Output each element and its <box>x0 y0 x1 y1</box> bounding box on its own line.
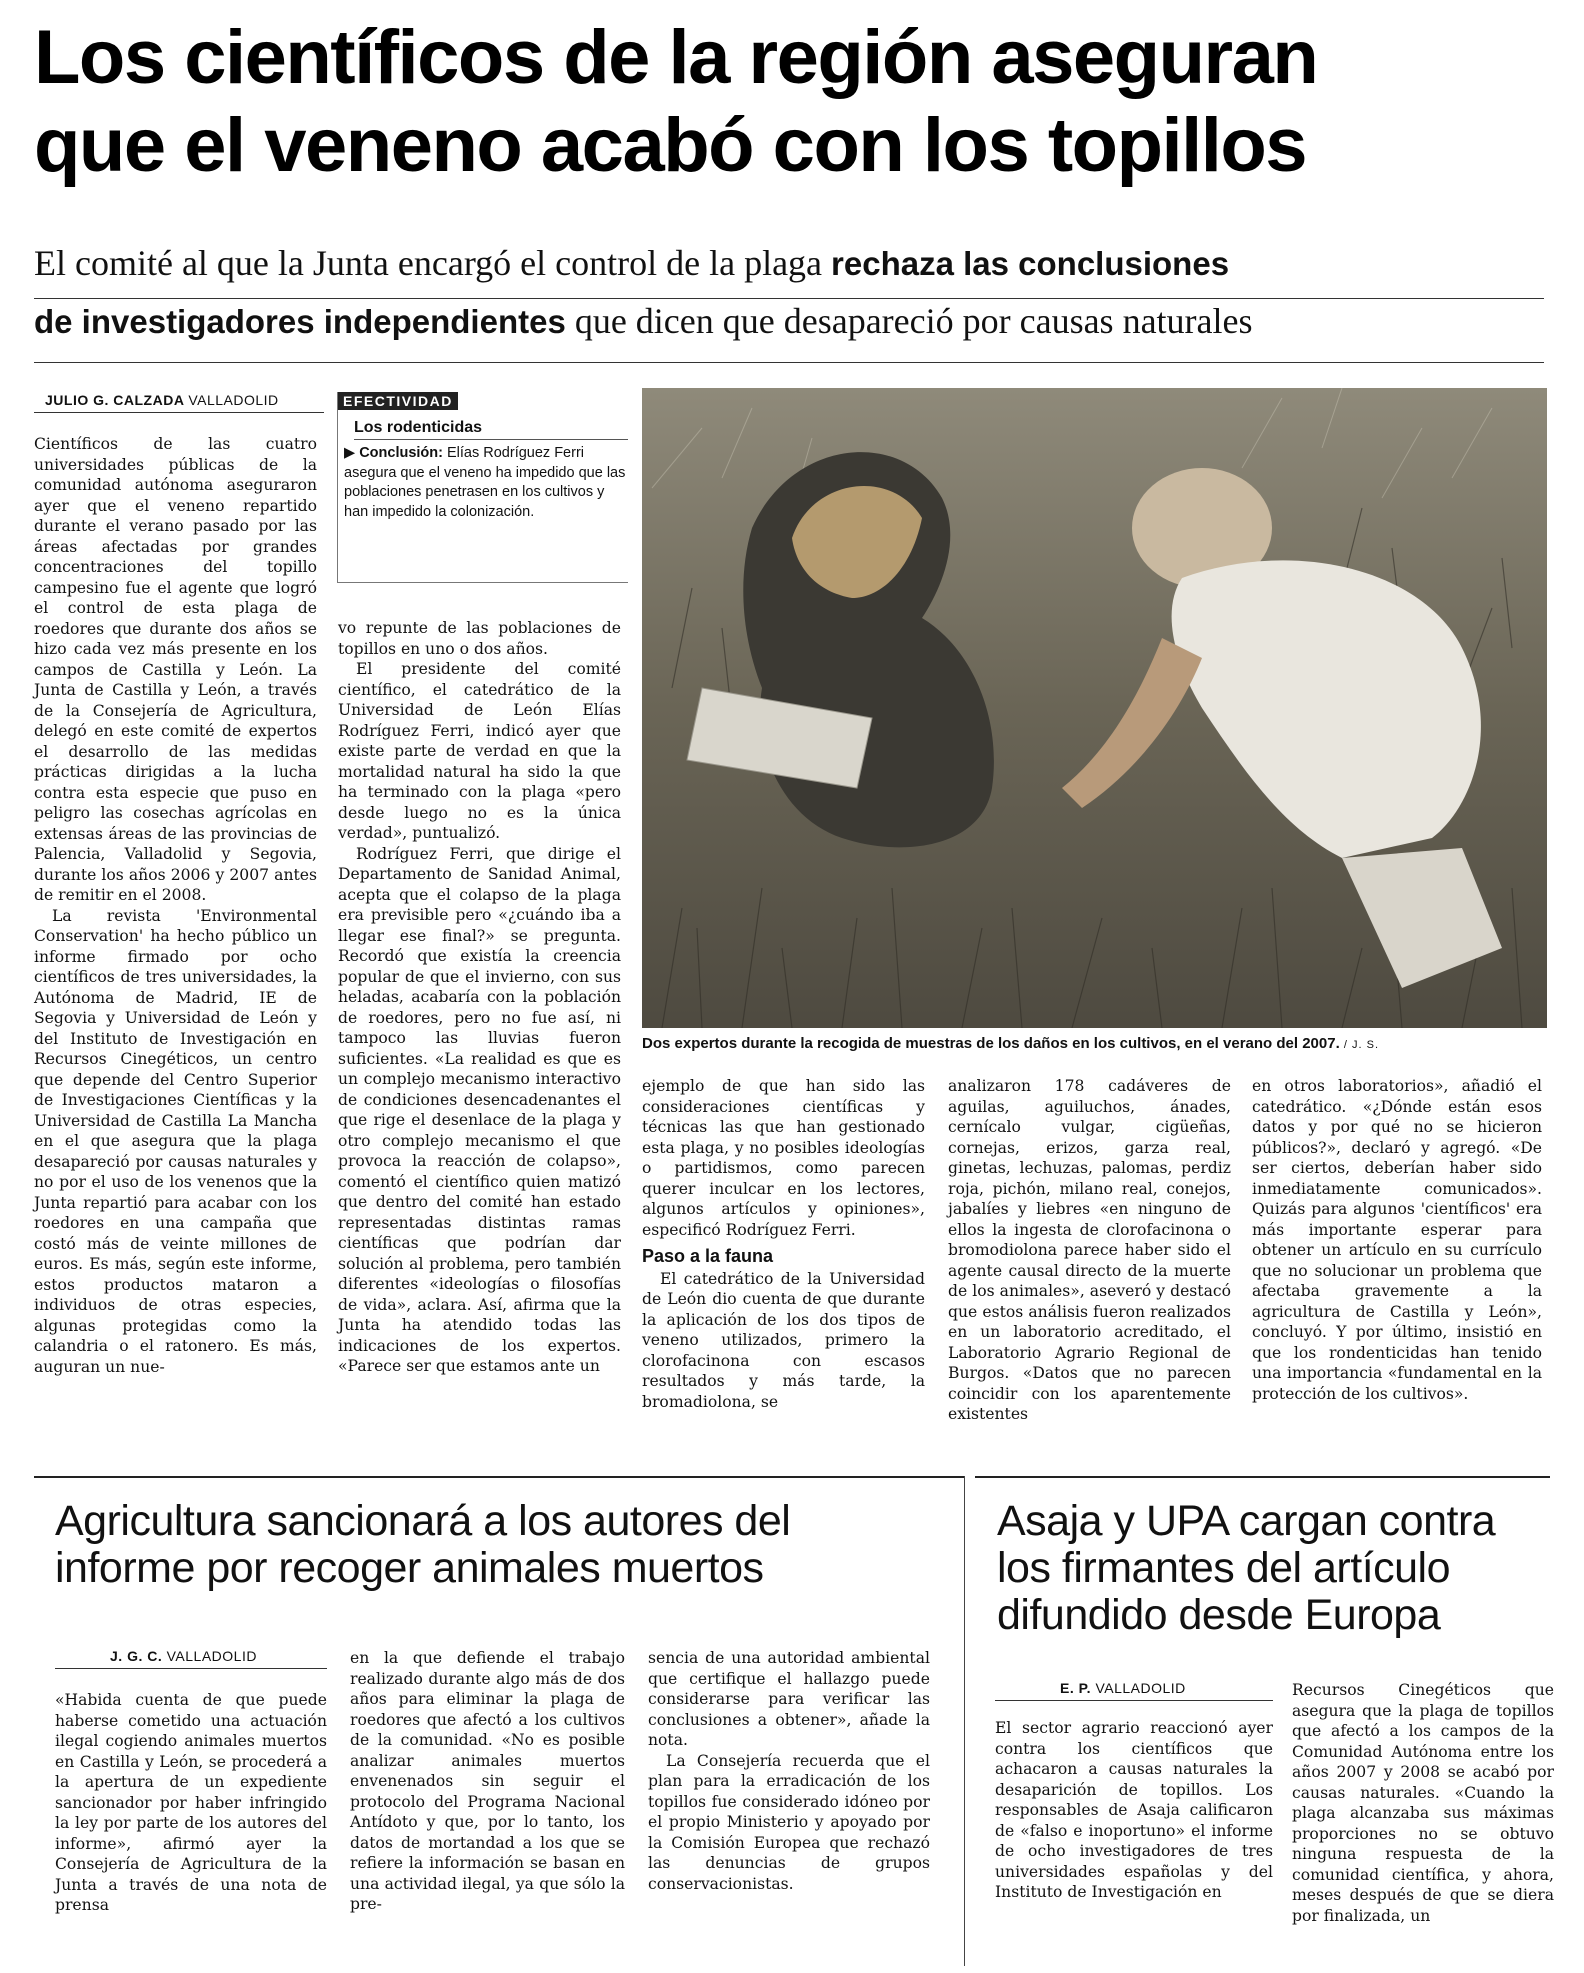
story2-column-2 <box>350 1648 625 1915</box>
story3-top-rule <box>975 1476 1550 1478</box>
paragraph: analizaron 178 cadáveres de aguilas, aguiluchos, ánades, cernícalo vulgar, cigüeñas, cornejas, erizos, garza real, ginetas, lechuzas, palomas, perdiz roja, pichón, milano real, conejos, jabalíes y liebres «en ninguno de ellos la ingesta de clorofacinona o bromodiolona parece haber sido el agente causal directo de la muerte de los animales», aseveró y destacó que estos análisis fueron realizados en un laboratorio acreditado, el Laboratorio Agrario Regional de Burgos. «Datos que no parecen coincidir con los aparentemente existentes <box>948 1077 1231 1423</box>
paragraph: Científicos de las cuatro universidades públicas de la comunidad autónoma aseguraron ayer que el veneno repartido durante el verano pasado por las áreas afectadas por grandes concentraciones del topillo campesino fue el agente que logró el control de esta plaga de roedores que durante dos años se hizo cada vez más presente en los campos de Castilla y León. La Junta de Castilla y León, a través de la Consejería de Agricultura, delegó en este comité de expertos el desarrollo de las medidas prácticas dirigidas a la lucha contra esta especie que puso en peligro las cosechas agrícolas en extensas áreas de las provincias de Palencia, Valladolid y Segovia, durante los años 2006 y 2007 antes de remitir en el 2008. <box>34 435 317 904</box>
paragraph: La Consejería recuerda que el plan para la erradicación de los topillos fue considerado idóneo por el propio Ministerio y apoyado por la Comisión Europea que rechazó las denuncias de grupos conservacionistas. <box>648 1751 930 1893</box>
deck-divider <box>34 298 1544 299</box>
story2-top-rule <box>34 1476 964 1478</box>
story2-headline-line-1: Agricultura sancionará a los autores del <box>55 1497 791 1545</box>
byline-city: VALLADOLID <box>166 1648 257 1664</box>
paragraph: en la que defiende el trabajo realizado durante algo más de dos años para eliminar la plaga de roedores que afectó a los cultivos de la comunidad. «No es posible analizar animales muertos envenenados sin seguir el protocolo del Programa Nacional Antídoto y que, por lo tanto, los datos de mortandad a los que se refiere la información se basan en una actividad ilegal, ya que sólo la pre- <box>350 1649 625 1913</box>
story3-headline-line-3: difundido desde Europa <box>997 1591 1441 1639</box>
sidebar-heading: Los rodenticidas <box>354 419 628 440</box>
story3-byline-rule <box>995 1700 1273 1701</box>
sidebar-label: Conclusión: <box>359 445 443 461</box>
deck-line-2 <box>34 300 1554 342</box>
main-headline <box>34 14 1554 190</box>
sidebar-tag: EFECTIVIDAD <box>338 392 458 410</box>
story3-column-2 <box>1292 1680 1554 1926</box>
paragraph: sencia de una autoridad ambiental que certifique el hallazgo puede considerarse para verificar las conclusiones a obtener», añade la nota. <box>648 1649 930 1749</box>
headline-line-1: Los científicos de la región aseguran <box>34 15 1318 100</box>
column-1 <box>34 434 317 1377</box>
paragraph: El presidente del comité científico, el catedrático de la Universidad de León Elías Rodríguez Ferri, indicó ayer que existe parte de verdad en que la mortalidad natural ha sido la que ha terminado con la plaga «pero desde luego no es la única verdad», puntualizó. <box>338 660 621 842</box>
sidebar-text <box>344 444 628 522</box>
sidebar-box <box>337 392 628 583</box>
subheading: Paso a la fauna <box>642 1246 774 1266</box>
column-3 <box>642 1076 925 1412</box>
byline-name: J. G. C. <box>110 1648 163 1664</box>
caption-credit: / J. S. <box>1343 1039 1380 1051</box>
deck-bottom-rule <box>34 362 1544 363</box>
deck-bold-text: rechaza las conclusiones <box>831 245 1230 282</box>
story-divider <box>964 1476 965 1966</box>
story2-byline-rule <box>55 1668 327 1669</box>
story3-byline <box>1060 1680 1260 1696</box>
column-4 <box>948 1076 1231 1425</box>
story3-headline-line-2: los firmantes del artículo <box>997 1544 1451 1592</box>
byline-city: VALLADOLID <box>188 392 279 408</box>
byline-name: JULIO G. CALZADA <box>45 392 184 408</box>
paragraph: en otros laboratorios», añadió el catedrático. «¿Dónde están esos datos y por qué no se hicieron públicos?», declaró y agregó. «De ser ciertos, deberían haber sido inmediatamente comunicados». Quizás para algunos 'científicos' era más importante esperar para obtener un artículo en su currículo que no solucionar un problema que afectaba gravemente a la agricultura de Castilla y León», concluyó. Y por último, insistió en que los rondenticidas han tenido una importancia «fundamental en la protección de los cultivos». <box>1252 1077 1542 1403</box>
paragraph: La revista 'Environmental Conservation' ha hecho público un informe firmado por ocho científicos de tres universidades, la Autónoma de Madrid, IE de Segovia y Universidad de León y del Instituto de Investigación en Recursos Cinegéticos, un centro que depende del Centro Superior de Investigaciones Científicas y la Universidad de Castilla La Mancha en el que asegura que la plaga desapareció por causas naturales y no por el uso de los venenos que la Junta repartió para acabar con los roedores en una campaña que costó más de veinte millones de euros. Es más, según este informe, estos productos mataron a individuos de otras especies, algunas protegidas como la calandria o el ratonero. Es más, auguran un nue- <box>34 906 317 1376</box>
deck-line-1 <box>34 242 1554 284</box>
photo <box>642 388 1547 1028</box>
story2-column-3 <box>648 1648 930 1894</box>
byline-city: VALLADOLID <box>1095 1680 1186 1696</box>
byline <box>45 392 325 408</box>
story3-column-1 <box>995 1718 1273 1903</box>
paragraph: El catedrático de la Universidad de León dio cuenta de que durante la aplicación de los dos tipos de veneno utilizados, primero la clorofacinona con escasos resultados y más tarde, la bromadiolona, se <box>642 1269 925 1411</box>
headline-line-2: que el veneno acabó con los topillos <box>34 103 1307 188</box>
caption-text: Dos expertos durante la recogida de muestras de los daños en los cultivos, en el verano del 2007. <box>642 1035 1340 1052</box>
story2-column-1 <box>55 1690 327 1916</box>
deck-text: El comité al que la Junta encargó el control de la plaga <box>34 243 832 283</box>
paragraph: Recursos Cinegéticos que asegura que la plaga de topillos que afectó a los campos de la Comunidad Autónoma entre los años 2007 y 2008 se acabó por causas naturales. «Cuando la plaga alcanzaba sus máximas proporciones no se obtuvo ninguna respuesta de la comunidad científica, y ahora, meses después de que se diera por finalizada, un <box>1292 1681 1554 1925</box>
deck-bold-text: de investigadores independientes <box>34 303 566 340</box>
byline-rule <box>34 412 324 413</box>
paragraph: «Habida cuenta de que puede haberse cometido una actuación ilegal cogiendo animales muertos en Castilla y León, se procederá a la apertura de un expediente sancionador por haber infringido la ley por parte de los autores del informe», afirmó ayer la Consejería de Agricultura de la Junta a través de una nota de prensa <box>55 1691 327 1914</box>
paragraph: vo repunte de las poblaciones de topillos en uno o dos años. <box>338 619 621 658</box>
photo-caption <box>642 1035 1379 1052</box>
story3-headline <box>997 1498 1547 1639</box>
story3-headline-line-1: Asaja y UPA cargan contra <box>997 1497 1496 1545</box>
photo-scene <box>642 388 1547 1028</box>
deck-text: que dicen que desapareció por causas naturales <box>565 301 1253 341</box>
paragraph: El sector agrario reaccionó ayer contra los científicos que achacaron a causas naturales la desaparición de topillos. Los responsables de Asaja calificaron de «falso e inoportuno» el informe de ocho investigadores de tres universidades españolas y del Instituto de Investigación en <box>995 1719 1273 1901</box>
story2-byline <box>110 1648 330 1664</box>
paragraph: ejemplo de que han sido las consideraciones científicas y técnicas las que han gestionado esta plaga, y no posibles ideologías o partidismos, como parecen querer inculcar en los lectores, algunos artículos y opiniones», especificó Rodríguez Ferri. <box>642 1077 925 1239</box>
story2-headline <box>55 1498 955 1592</box>
paragraph: Rodríguez Ferri, que dirige el Departamento de Sanidad Animal, acepta que el colapso de la plaga era previsible pero «¿cuándo iba a llegar ese final?» se pregunta. Recordó que existía la creencia popular de que el invierno, con sus heladas, acabaría con la población de roedores, pero no fue así, ni tampoco las lluvias fueron suficientes. «La realidad es que es un complejo mecanismo interactivo de condiciones desencadenantes el que rige el desenlace de la plaga y otro complejo mecanismo el que provoca la reacción de colapso», comentó el científico quien matizó que dentro del comité han estado representadas distintas ramas científicas que podrían dar solución al problema, pero también diferentes «ideologías o filosofías de vida», aclara. Así, afirma que la Junta ha atendido todas las indicaciones de los expertos. «Parece ser que estamos ante un <box>338 844 621 1375</box>
arrow-icon: ▶ <box>344 445 356 461</box>
byline-name: E. P. <box>1060 1680 1092 1696</box>
column-2 <box>338 618 621 1377</box>
column-5 <box>1252 1076 1542 1404</box>
story2-headline-line-2: informe por recoger animales muertos <box>55 1544 764 1592</box>
sidebar-body: Elías Rodríguez Ferri asegura que el veneno ha impedido que las poblaciones penetrasen en los cultivos y han impedido la colonización. <box>344 445 626 520</box>
